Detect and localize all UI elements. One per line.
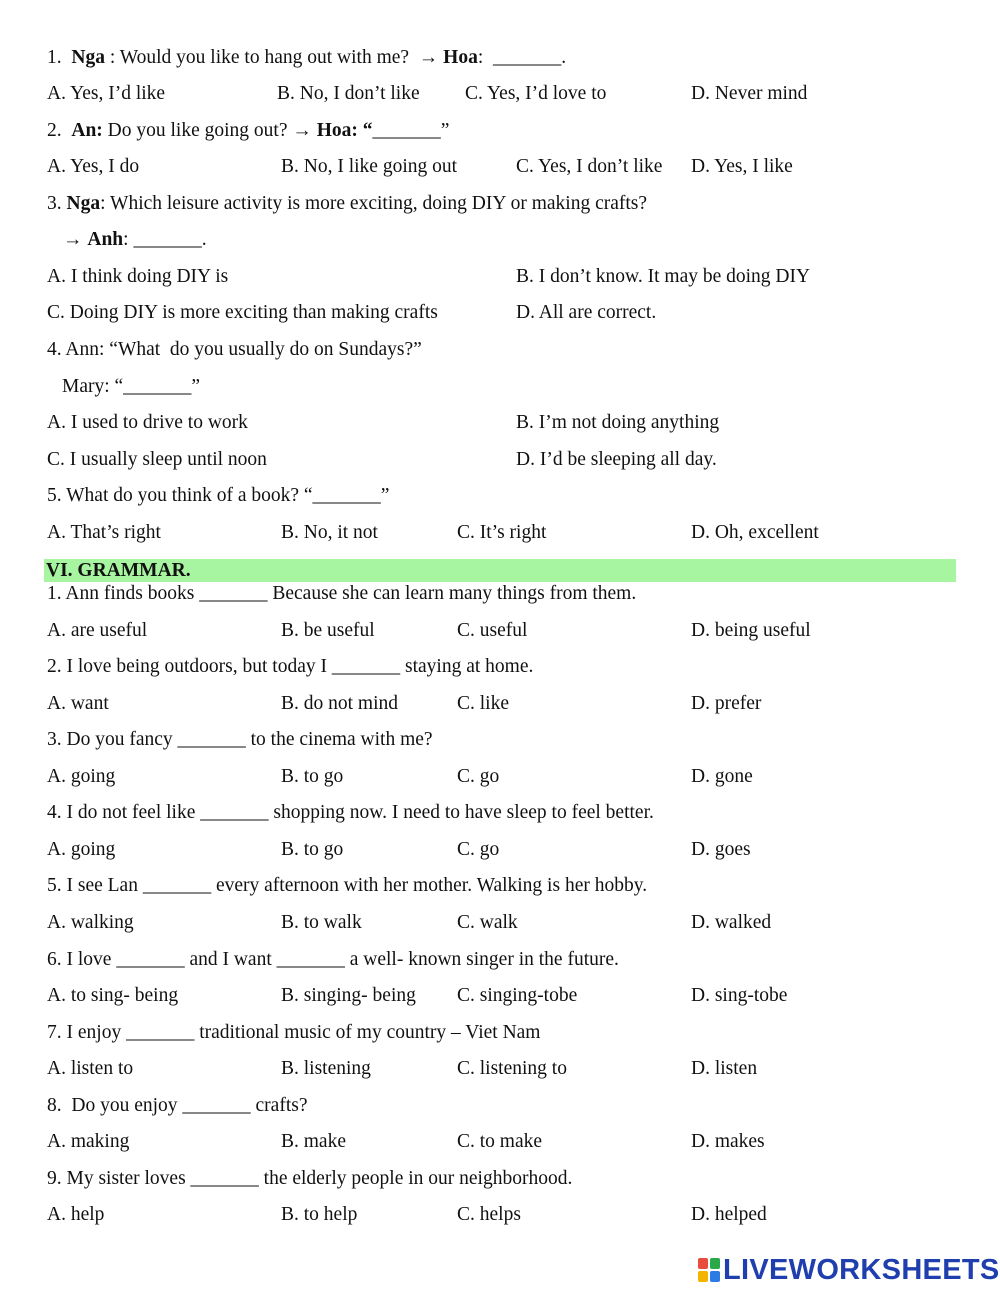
- option-c[interactable]: C. go: [457, 766, 500, 787]
- option-d[interactable]: D. makes: [691, 1131, 765, 1152]
- option-d[interactable]: D. Oh, excellent: [691, 522, 819, 543]
- grammar-question-8: 8. Do you enjoy _______ crafts?: [47, 1095, 308, 1116]
- option-a[interactable]: A. I used to drive to work: [47, 412, 248, 433]
- speaker: Nga: [66, 193, 101, 214]
- options-row: [47, 983, 960, 1009]
- option-c[interactable]: C. helps: [457, 1204, 521, 1225]
- grammar-question-1: 1. Ann finds books _______ Because she can learn many things from them.: [47, 583, 637, 604]
- speaker: An:: [71, 120, 103, 141]
- options-row: [47, 264, 960, 290]
- option-c[interactable]: C. It’s right: [457, 522, 547, 543]
- option-c[interactable]: C. walk: [457, 912, 518, 933]
- options-row: [47, 520, 960, 546]
- section-heading-grammar: VI. GRAMMAR.: [44, 559, 956, 582]
- option-a[interactable]: A. I think doing DIY is: [47, 266, 229, 287]
- option-b[interactable]: B. to help: [281, 1204, 358, 1225]
- option-d[interactable]: D. gone: [691, 766, 753, 787]
- option-c[interactable]: C. singing-tobe: [457, 985, 578, 1006]
- option-d[interactable]: D. being useful: [691, 620, 811, 641]
- option-d[interactable]: D. listen: [691, 1058, 758, 1079]
- question-4-reply[interactable]: Mary: “_______”: [62, 376, 201, 397]
- option-b[interactable]: B. make: [281, 1131, 346, 1152]
- option-a[interactable]: A. help: [47, 1204, 105, 1225]
- option-b[interactable]: B. listening: [281, 1058, 371, 1079]
- option-b[interactable]: B. singing- being: [281, 985, 416, 1006]
- answer-blank[interactable]: : _______.: [477, 47, 567, 68]
- option-c[interactable]: C. go: [457, 839, 500, 860]
- question-2: 2. An: Do you like going out? → Hoa: “_______”: [47, 120, 450, 141]
- option-d[interactable]: D. Never mind: [691, 83, 808, 104]
- option-a[interactable]: A. Yes, I’d like: [47, 83, 166, 104]
- options-row: [47, 618, 960, 644]
- option-b[interactable]: B. to walk: [281, 912, 362, 933]
- speaker: Nga: [71, 47, 105, 68]
- option-d[interactable]: D. I’d be sleeping all day.: [516, 449, 717, 470]
- option-b[interactable]: B. No, it not: [281, 522, 378, 543]
- question-3: 3. Nga: Which leisure activity is more exciting, doing DIY or making crafts?: [47, 193, 648, 214]
- option-c[interactable]: C. to make: [457, 1131, 543, 1152]
- arrow-icon: →: [63, 229, 88, 250]
- options-row: [47, 154, 960, 180]
- question-1: 1. Nga : Would you like to hang out with me? → Hoa: _______.: [47, 47, 567, 68]
- option-d[interactable]: D. helped: [691, 1204, 767, 1225]
- option-d[interactable]: D. goes: [691, 839, 751, 860]
- grammar-question-9: 9. My sister loves _______ the elderly people in our neighborhood.: [47, 1168, 573, 1189]
- grammar-question-6: 6. I love _______ and I want _______ a well- known singer in the future.: [47, 949, 619, 970]
- options-row: [47, 837, 960, 863]
- answer-blank[interactable]: : _______.: [123, 229, 207, 250]
- options-row: [47, 764, 960, 790]
- option-b[interactable]: B. I’m not doing anything: [516, 412, 720, 433]
- options-row: [47, 447, 960, 473]
- option-b[interactable]: B. be useful: [281, 620, 375, 641]
- reply-speaker: Hoa: “: [316, 120, 373, 141]
- option-a[interactable]: A. going: [47, 839, 116, 860]
- option-a[interactable]: A. are useful: [47, 620, 148, 641]
- question-5: 5. What do you think of a book? “_______”: [47, 485, 390, 506]
- reply-speaker: Anh: [87, 229, 124, 250]
- options-row: [47, 300, 960, 326]
- logo-mark-icon: [698, 1258, 720, 1282]
- option-c[interactable]: C. Yes, I don’t like: [516, 156, 663, 177]
- option-b[interactable]: B. to go: [281, 766, 344, 787]
- answer-blank[interactable]: _______”: [372, 120, 450, 141]
- option-b[interactable]: B. I don’t know. It may be doing DIY: [516, 266, 811, 287]
- option-a[interactable]: A. to sing- being: [47, 985, 179, 1006]
- option-c[interactable]: C. Doing DIY is more exciting than making crafts: [47, 302, 438, 323]
- options-row: [47, 81, 960, 107]
- options-row: [47, 1056, 960, 1082]
- option-b[interactable]: B. No, I like going out: [281, 156, 458, 177]
- option-a[interactable]: A. going: [47, 766, 116, 787]
- options-row: [47, 691, 960, 717]
- option-a[interactable]: A. want: [47, 693, 109, 714]
- grammar-question-7: 7. I enjoy _______ traditional music of my country – Viet Nam: [47, 1022, 541, 1043]
- options-row: [47, 1129, 960, 1155]
- option-a[interactable]: A. listen to: [47, 1058, 134, 1079]
- reply-speaker: Hoa: [443, 47, 478, 68]
- grammar-question-2: 2. I love being outdoors, but today I _______ staying at home.: [47, 656, 534, 677]
- grammar-question-4: 4. I do not feel like _______ shopping now. I need to have sleep to feel better.: [47, 802, 654, 823]
- question-4: 4. Ann: “What do you usually do on Sundays?”: [47, 339, 422, 360]
- grammar-question-5: 5. I see Lan _______ every afternoon with her mother. Walking is her hobby.: [47, 875, 648, 896]
- option-b[interactable]: B. to go: [281, 839, 344, 860]
- option-a[interactable]: A. walking: [47, 912, 134, 933]
- option-b[interactable]: B. No, I don’t like: [277, 83, 420, 104]
- option-a[interactable]: A. Yes, I do: [47, 156, 140, 177]
- option-b[interactable]: B. do not mind: [281, 693, 399, 714]
- option-a[interactable]: A. making: [47, 1131, 130, 1152]
- option-c[interactable]: C. useful: [457, 620, 528, 641]
- options-row: [47, 410, 960, 436]
- option-c[interactable]: C. Yes, I’d love to: [465, 83, 607, 104]
- option-c[interactable]: C. I usually sleep until noon: [47, 449, 267, 470]
- grammar-question-3: 3. Do you fancy _______ to the cinema with me?: [47, 729, 433, 750]
- option-d[interactable]: D. walked: [691, 912, 772, 933]
- option-a[interactable]: A. That’s right: [47, 522, 161, 543]
- option-c[interactable]: C. like: [457, 693, 509, 714]
- option-d[interactable]: D. All are correct.: [516, 302, 657, 323]
- option-d[interactable]: D. sing-tobe: [691, 985, 788, 1006]
- options-row: [47, 1202, 960, 1228]
- option-d[interactable]: D. Yes, I like: [691, 156, 793, 177]
- logo-text: LIVEWORKSHEETS: [723, 1254, 1000, 1286]
- option-d[interactable]: D. prefer: [691, 693, 762, 714]
- liveworksheets-logo: [698, 1255, 1000, 1285]
- question-3-reply: [63, 227, 960, 253]
- option-c[interactable]: C. listening to: [457, 1058, 567, 1079]
- options-row: [47, 910, 960, 936]
